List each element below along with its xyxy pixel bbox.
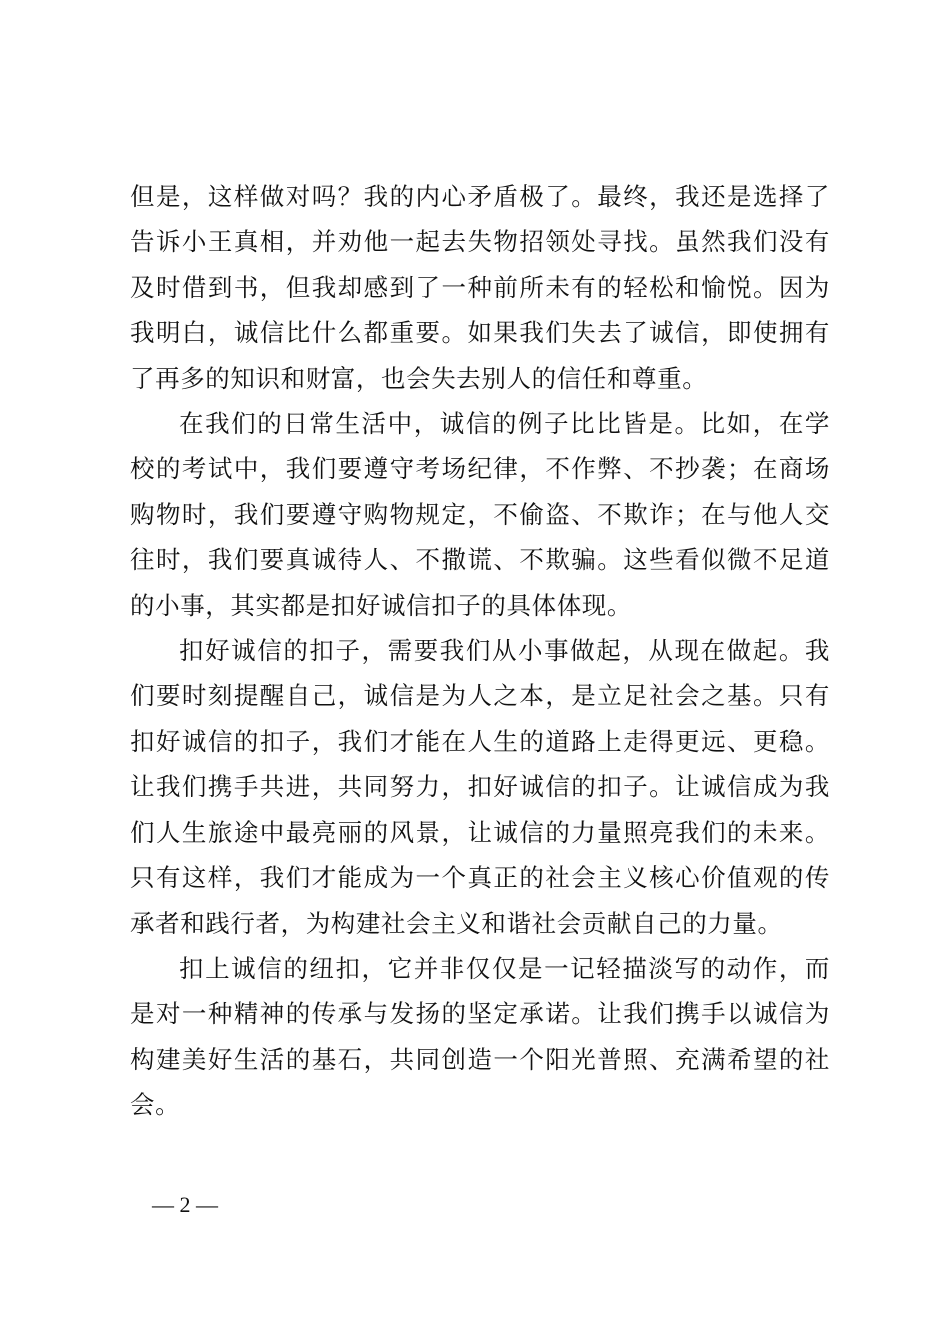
paragraph-1: 但是，这样做对吗？我的内心矛盾极了。最终，我还是选择了告诉小王真相，并劝他一起去失物招领处寻找。虽然我们没有及时借到书，但我却感到了一种前所未有的轻松和愉悦。因为我明白，诚信比什么都重要。如果我们失去了诚信，即使拥有了再多的知识和财富，也会失去别人的信任和尊重。 [130,182,830,393]
paragraph-3: 扣好诚信的扣子，需要我们从小事做起，从现在做起。我们要时刻提醒自己，诚信是为人之本，是立足社会之基。只有扣好诚信的扣子，我们才能在人生的道路上走得更远、更稳。让我们携手共进，共同努力，扣好诚信的扣子。让诚信成为我们人生旅途中最亮丽的风景，让诚信的力量照亮我们的未来。只有这样，我们才能成为一个真正的社会主义核心价值观的传承者和践行者，为构建社会主义和谐社会贡献自己的力量。 [130,636,830,938]
paragraph-2: 在我们的日常生活中，诚信的例子比比皆是。比如，在学校的考试中，我们要遵守考场纪律，不作弊、不抄袭；在商场购物时，我们要遵守购物规定，不偷盗、不欺诈；在与他人交往时，我们要真诚待人、不撒谎、不欺骗。这些看似微不足道的小事，其实都是扣好诚信扣子的具体体现。 [130,409,830,620]
paragraph-4: 扣上诚信的纽扣，它并非仅仅是一记轻描淡写的动作，而是对一种精神的传承与发扬的坚定承诺。让我们携手以诚信为构建美好生活的基石，共同创造一个阳光普照、充满希望的社会。 [130,953,830,1120]
body-text [130,174,830,1128]
page-number: — 2 — [152,1192,218,1217]
